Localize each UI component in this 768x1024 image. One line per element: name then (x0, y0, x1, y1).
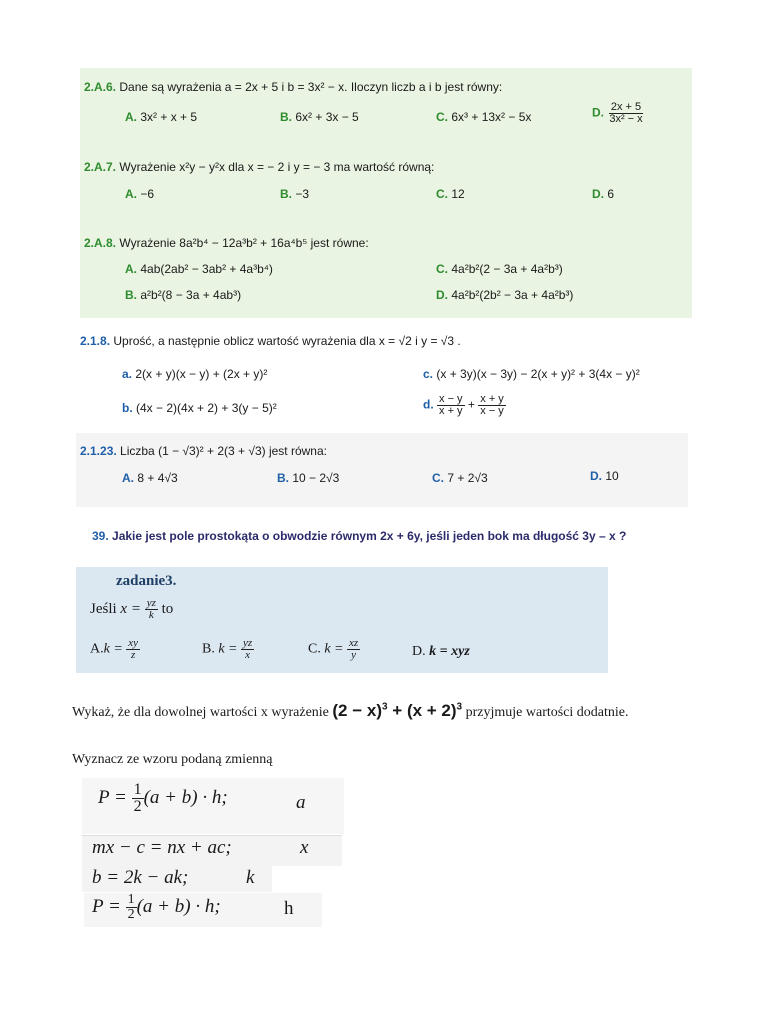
q8-option-a: A. 4ab(2ab² − 3ab² + 4a³b⁴) (125, 262, 273, 276)
q6-option-a: A. 3x² + x + 5 (125, 110, 198, 124)
q7-line (84, 160, 434, 174)
ex-2123-option-d: D. 10 (590, 469, 619, 483)
wyznacz-formula-4: P = $\frac{1}{2}$ (a + b) · h; (92, 892, 221, 922)
ex-2123-line (80, 444, 327, 458)
q6-number: 2.A.6. (84, 80, 117, 94)
q6-option-d: D. $\frac{2x + 5}{\text{3x² − x}}$ (592, 101, 643, 125)
q8-line (84, 236, 369, 250)
wyznacz-formula-3: b = 2k − ak; (92, 867, 189, 888)
q6-line (84, 80, 502, 94)
wyznacz-formula-1: P = $\frac{1}{2}$ (a + b) · h; (98, 781, 228, 815)
ex-2123-option-b: B. 10 − 2√3 (277, 471, 340, 485)
zadanie3-fraction: $\frac{yz}{k}$ (146, 597, 156, 621)
q39-line (92, 529, 626, 543)
wykaz-expression: $(2 - x)^3 + (x + 2)^3$ (332, 701, 463, 720)
q6-text: Dane są wyrażenia a = 2x + 5 i b = 3x² − x. Iloczyn liczb a i b jest równy: (119, 80, 503, 94)
zadanie3-option-d: D. k = xyz (412, 644, 470, 659)
ex-218-d-fraction-2: $\frac{x + y}{x - y}$ (480, 393, 504, 417)
ex-2123-text: Liczba (1 − √3)² + 2(3 + √3) jest równa: (120, 444, 327, 458)
zadanie3-option-c: C. k = $\frac{xz}{y}$ (308, 637, 359, 661)
wyznacz-var-1: a (296, 792, 306, 813)
wyznacz-title: Wyznacz ze wzoru podaną zmienną (72, 752, 273, 767)
wyznacz-formula-2: mx − c = nx + ac; (92, 837, 232, 858)
q8-text: Wyrażenie 8a²b⁴ − 12a³b² + 16a⁴b⁵ jest równe: (119, 236, 369, 250)
q6-fraction: $\frac{2x + 5}{\text{3x² − x}}$ (609, 101, 643, 125)
q8-option-b: B. a²b²(8 − 3a + 4ab³) (125, 288, 242, 302)
q7-number: 2.A.7. (84, 160, 117, 174)
ex-218-b: b. (4x − 2)(4x + 2) + 3(y − 5)² (122, 401, 277, 415)
q6-option-c: C. 6x³ + 13x² − 5x (436, 110, 532, 124)
q8-number: 2.A.8. (84, 236, 117, 250)
wyznacz-var-2: x (300, 837, 309, 858)
q39-text: Jakie jest pole prostokąta o obwodzie równym 2x + 6y, jeśli jeden bok ma długość 3y – x ? (112, 529, 627, 543)
q39-number: 39. (92, 529, 109, 543)
wykaz-pre: Wykaż, że dla dowolnej wartości x wyrażenie (72, 705, 329, 720)
ex-218-number: 2.1.8. (80, 334, 111, 348)
ex-218-d: d. $\frac{x - y}{x + y}$ + $\frac{x + y}{x - y}$ (423, 393, 504, 417)
ex-218-text: Uprość, a następnie oblicz wartość wyrażenia dla x = √2 i y = √3 . (113, 334, 461, 348)
ex-2123-option-a: A. 8 + 4√3 (122, 471, 178, 485)
ex-218-d-fraction-1: $\frac{x - y}{x + y}$ (439, 393, 463, 417)
zadanie3-option-b: B. k = $\frac{yz}{x}$ (202, 637, 253, 661)
q7-option-c: C. 12 (436, 187, 465, 201)
wyznacz-var-3: k (246, 867, 255, 888)
q7-option-b: B. −3 (280, 187, 310, 201)
ex-218-line (80, 334, 461, 348)
zadanie3-title: zadanie3. (116, 573, 177, 589)
wykaz-post: przyjmuje wartości dodatnie. (465, 705, 629, 720)
ex-218-c: c. (x + 3y)(x − 3y) − 2(x + y)² + 3(4x − y)² (423, 367, 640, 381)
q7-text: Wyrażenie x²y − y²x dla x = − 2 i y = − 3 ma wartość równą: (119, 160, 435, 174)
q7-option-a: A. −6 (125, 187, 155, 201)
q8-option-c: C. 4a²b²(2 − 3a + 4a²b³) (436, 262, 563, 276)
q8-option-d: D. 4a²b²(2b² − 3a + 4a²b³) (436, 288, 574, 302)
zadanie3-condition: Jeśli x = $\frac{yz}{k}$ to (90, 597, 174, 621)
zadanie3-option-a: A.k = $\frac{xy}{z}$ (90, 637, 139, 661)
q6-option-b: B. 6x² + 3x − 5 (280, 110, 359, 124)
ex-218-a: a. 2(x + y)(x − y) + (2x + y)² (122, 367, 268, 381)
ex-2123-option-c: C. 7 + 2√3 (432, 471, 488, 485)
wykaz-line (72, 701, 629, 721)
q7-option-d: D. 6 (592, 187, 615, 201)
wyznacz-var-4: h (284, 898, 294, 919)
ex-2123-number: 2.1.23. (80, 444, 117, 458)
